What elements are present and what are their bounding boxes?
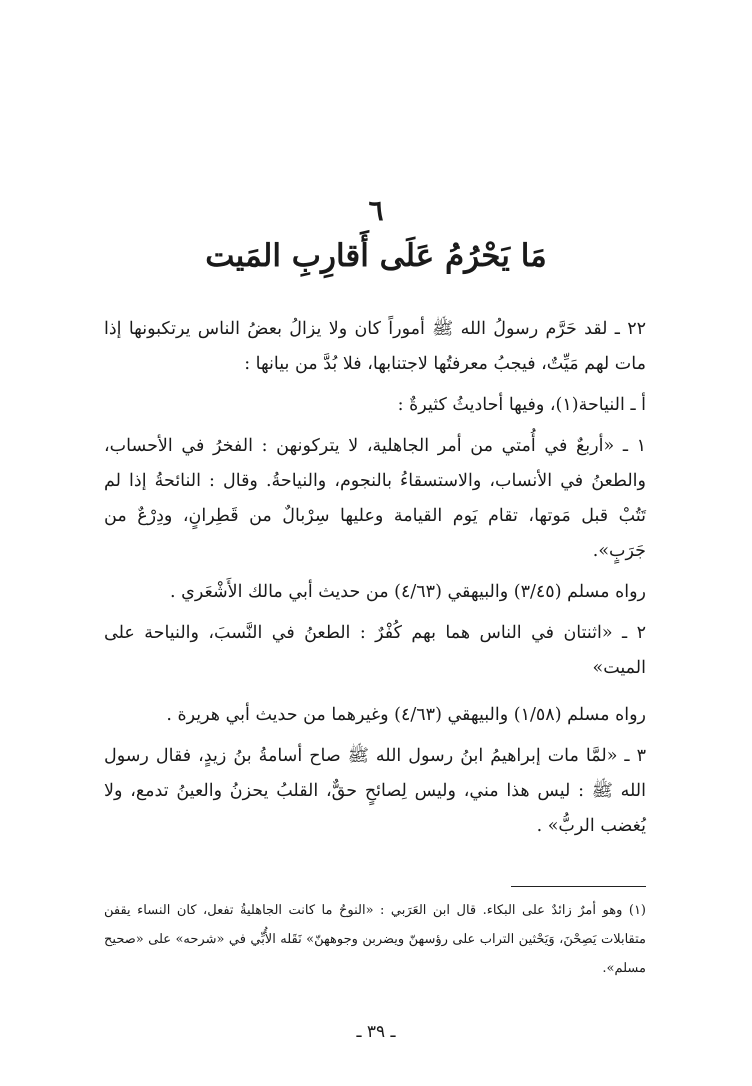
chapter-title: مَا يَحْرُمُ عَلَى أَقارِبِ المَيت <box>205 238 547 274</box>
footnote: (١) وهو أمرٌ زائدٌ على البكاء. قال ابن العَرَبي : «النوحُ ما كانت الجاهليةُ تفعل، كان النساء يقفن متقابلات يَصِحْنَ، وَيَحْثين التراب على رؤسهنّ ويضربن وجوههنّ» نَقَله الأُبِّي في «شرحه» على «صحيح مسلم». <box>104 903 646 976</box>
page-number: ـ ٣٩ ـ <box>356 1022 396 1042</box>
hadith-3: ٣ ـ «لمَّا مات إبراهيمُ ابنُ رسول الله ﷺ صاح أسامةُ بنُ زيدٍ، فقال رسول الله ﷺ : ليس هذا مني، وليس لِصائحٍ حقٌّ، القلبُ يحزنُ والعينُ تدمع، ولا يُغضب الربُّ» . <box>104 746 646 836</box>
paragraph-22-intro: ٢٢ ـ لقد حَرَّم رسولُ الله ﷺ أموراً كان ولا يزالُ بعضُ الناس يرتكبونها إذا مات لهم مَيِّتٌ، فيجبُ معرفتُها لاجتنابها، فلا بُدَّ من بيانها : <box>104 319 646 374</box>
hadith-1: ١ ـ «أربعٌ في أُمتي من أمر الجاهلية، لا يتركونهن : الفخرُ في الأحساب، والطعنُ في الأنساب، والاستسقاءُ بالنجوم، والنياحةُ. وقال : النائحةُ إذا لم تَتُبْ قبل مَوتها، تقام يَوم القيامة وعليها سِرْبالٌ من قَطِرانٍ، ودِرْعٌ من جَرَبٍ». <box>104 436 646 561</box>
footnote-divider <box>511 886 646 887</box>
hadith-1-source: رواه مسلم (٣/٤٥) والبيهقي (٤/٦٣) من حديث أبي مالك الأَشْعَري . <box>170 582 646 602</box>
section-a-heading: أ ـ النياحة(١)، وفيها أحاديثُ كثيرةٌ : <box>397 395 646 415</box>
hadith-2-source: رواه مسلم (١/٥٨) والبيهقي (٤/٦٣) وغيرهما من حديث أبي هريرة . <box>166 705 646 725</box>
main-text <box>104 312 646 844</box>
hadith-2: ٢ ـ «اثنتان في الناس هما بهم كُفْرٌ : الطعنُ في النَّسبَ، والنياحة على الميت» <box>104 623 646 678</box>
chapter-number: ٦ <box>368 194 384 227</box>
